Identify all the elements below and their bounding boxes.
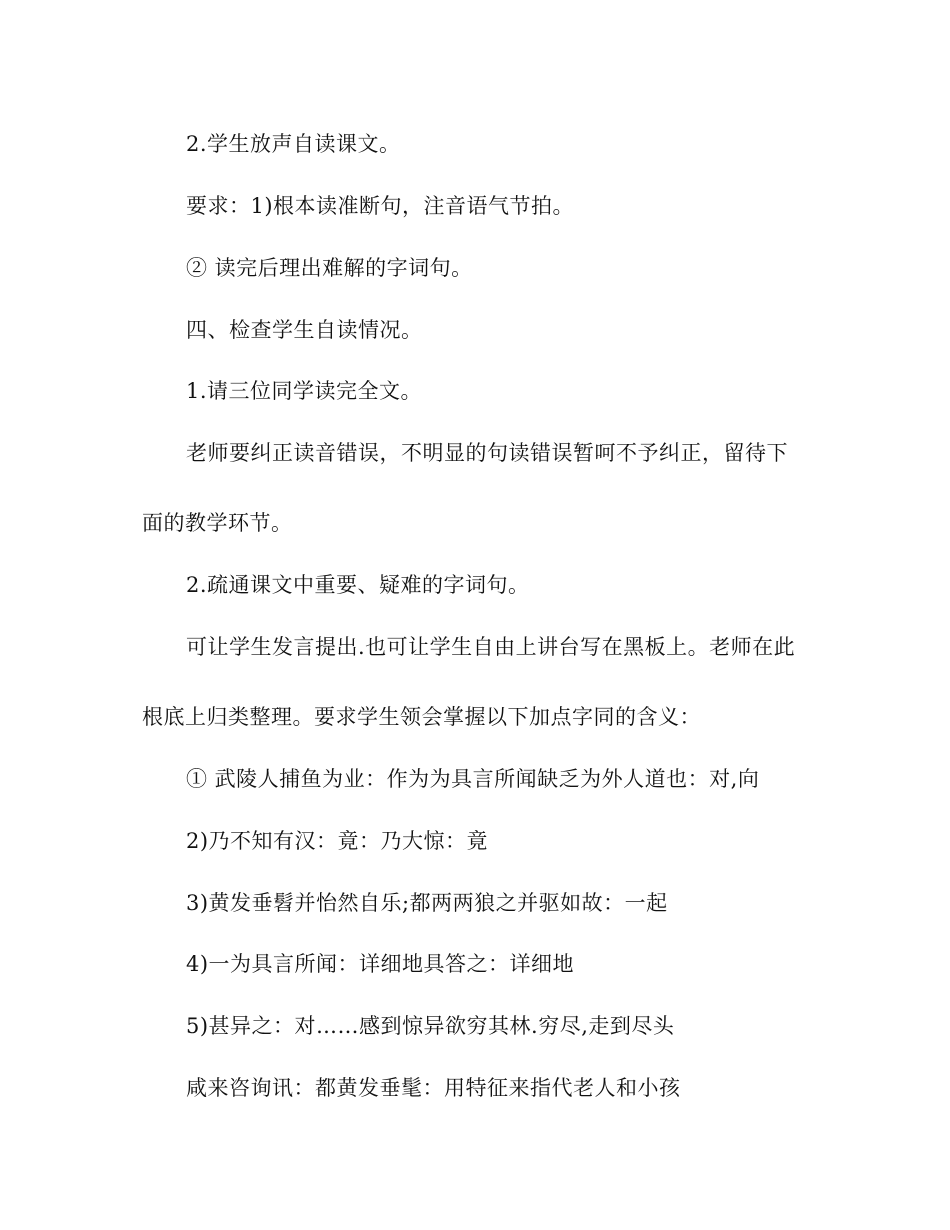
text-line: 根底上归类整理。要求学生领会掌握以下加点字同的含义： [142,705,701,729]
text-line: 2)乃不知有汉：竟：乃大惊：竟 [186,829,489,853]
text-line: 四、检查学生自读情况。 [186,318,423,342]
text-line: 要求：1)根本读准断句，注音语气节拍。 [186,194,575,218]
text-line: 3)黄发垂髫并怡然自乐;都两两狼之并驱如故：一起 [186,891,668,915]
text-line: 可让学生发言提出.也可让学生自由上讲台写在黑板上。老师在此 [186,635,796,659]
text-line: 面的教学环节。 [142,511,293,535]
text-line: 1.请三位同学读完全文。 [186,379,423,403]
text-line: 5)甚异之：对……感到惊异欲穷其林.穷尽,走到尽头 [186,1014,675,1038]
text-line: 4)一为具言所闻：详细地具答之：详细地 [186,952,575,976]
text-line: ① 武陵人捕鱼为业：作为为具言所闻缺乏为外人道也：对,向 [186,767,760,791]
text-line: 咸来咨询讯：都黄发垂髦：用特征来指代老人和小孩 [186,1076,681,1100]
text-line: ② 读完后理出难解的字词句。 [186,256,473,280]
text-line: 2.学生放声自读课文。 [186,132,401,156]
text-line: 老师要纠正读音错误，不明显的句读错误暂呵不予纠正，留待下 [186,441,788,465]
text-line: 2.疏通课文中重要、疑难的字词句。 [186,573,530,597]
